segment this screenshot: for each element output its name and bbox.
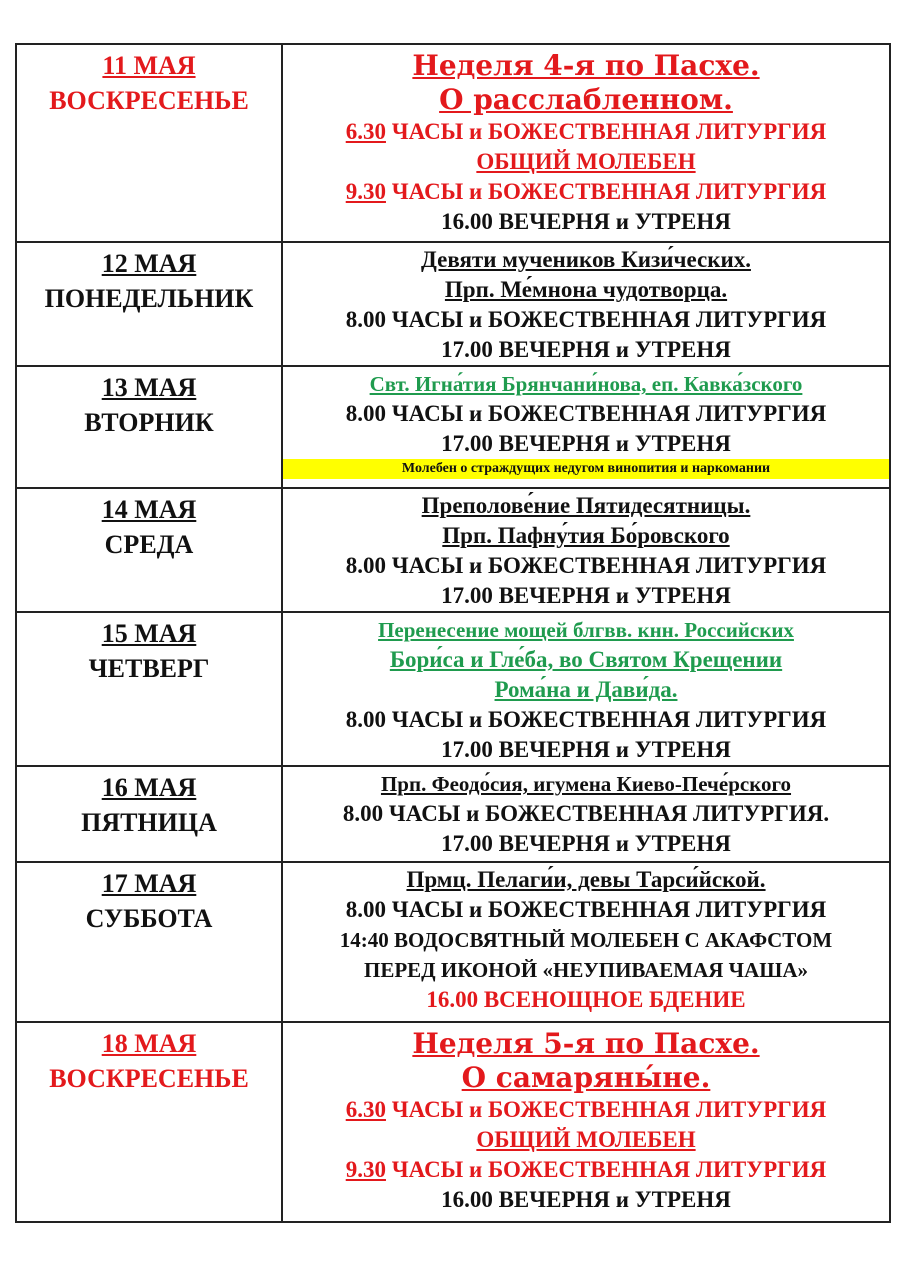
highlighted-note: Молебен о страждущих недугом винопития и наркомании: [283, 459, 889, 479]
day-cell: [16, 1022, 282, 1222]
service-line: 16.00 ВСЕНОЩНОЕ БДЕНИЕ: [426, 987, 746, 1012]
service-time: 6.30: [345, 1097, 386, 1122]
weekday-label: СРЕДА: [104, 530, 194, 559]
date-label: 17 МАЯ: [101, 869, 197, 898]
services-cell: [282, 44, 890, 242]
service-line: ОБЩИЙ МОЛЕБЕН: [476, 1127, 696, 1152]
saint-line: Преполове́ние Пятидесятницы.: [421, 493, 751, 518]
service-line: 17.00 ВЕЧЕРНЯ и УТРЕНЯ: [441, 337, 731, 362]
day-cell: [16, 488, 282, 612]
day-cell: [16, 766, 282, 862]
feast-subtitle: О самаряны́не.: [461, 1061, 711, 1094]
service-line: [283, 1095, 889, 1125]
date-label: 11 МАЯ: [102, 51, 196, 80]
service-line: 17.00 ВЕЧЕРНЯ и УТРЕНЯ: [441, 737, 731, 762]
feast-title: Неделя 4-я по Пасхе.: [412, 49, 760, 82]
service-line: 8.00 ЧАСЫ и БОЖЕСТВЕННАЯ ЛИТУРГИЯ: [345, 897, 827, 922]
service-line: 17.00 ВЕЧЕРНЯ и УТРЕНЯ: [441, 831, 731, 856]
service-line: 17.00 ВЕЧЕРНЯ и УТРЕНЯ: [441, 431, 731, 456]
weekday-label: ВТОРНИК: [84, 408, 214, 437]
feast-title: Неделя 5-я по Пасхе.: [412, 1027, 760, 1060]
service-line: 16.00 ВЕЧЕРНЯ и УТРЕНЯ: [441, 209, 731, 234]
service-text: ЧАСЫ и БОЖЕСТВЕННАЯ ЛИТУРГИЯ: [385, 119, 827, 144]
date-label: 14 МАЯ: [101, 495, 197, 524]
service-line: [283, 177, 889, 207]
weekday-label: ЧЕТВЕРГ: [88, 654, 210, 683]
day-row: [16, 1022, 890, 1222]
date-label: 12 МАЯ: [101, 249, 197, 278]
services-cell: [282, 488, 890, 612]
weekday-label: СУББОТА: [85, 904, 213, 933]
service-line: 8.00 ЧАСЫ и БОЖЕСТВЕННАЯ ЛИТУРГИЯ: [345, 707, 827, 732]
service-line: [283, 117, 889, 147]
services-cell: [282, 766, 890, 862]
service-text: ЧАСЫ и БОЖЕСТВЕННАЯ ЛИТУРГИЯ: [385, 1097, 827, 1122]
day-cell: [16, 44, 282, 242]
service-text: ЧАСЫ и БОЖЕСТВЕННАЯ ЛИТУРГИЯ: [385, 179, 827, 204]
day-row: [16, 488, 890, 612]
day-cell: [16, 242, 282, 366]
date-label: 15 МАЯ: [101, 619, 197, 648]
day-cell: [16, 862, 282, 1022]
service-line: 8.00 ЧАСЫ и БОЖЕСТВЕННАЯ ЛИТУРГИЯ: [345, 401, 827, 426]
service-time: 9.30: [345, 1157, 386, 1182]
date-label: 16 МАЯ: [101, 773, 197, 802]
saint-line: Прмц. Пелаги́и, девы Тарси́йской.: [406, 867, 766, 892]
weekday-label: ВОСКРЕСЕНЬЕ: [49, 86, 249, 115]
day-row: [16, 612, 890, 766]
saint-line: Свт. Игна́тия Брянчани́нова, еп. Кавка́зского: [369, 372, 803, 396]
weekday-label: ПОНЕДЕЛЬНИК: [44, 284, 254, 313]
service-line: [283, 1155, 889, 1185]
day-row: [16, 766, 890, 862]
day-row: [16, 366, 890, 488]
feast-subtitle: О расслабленном.: [439, 83, 733, 116]
services-cell: [282, 1022, 890, 1222]
services-cell: [282, 612, 890, 766]
service-line: 8.00 ЧАСЫ и БОЖЕСТВЕННАЯ ЛИТУРГИЯ: [345, 553, 827, 578]
service-line: 16.00 ВЕЧЕРНЯ и УТРЕНЯ: [441, 1187, 731, 1212]
services-cell: [282, 862, 890, 1022]
saint-line: Перенесение мощей блгвв. кнн. Российских: [378, 618, 794, 642]
schedule-table: [15, 43, 891, 1223]
weekday-label: ПЯТНИЦА: [81, 808, 217, 837]
day-row: [16, 862, 890, 1022]
service-time: 6.30: [345, 119, 386, 144]
saint-line: Бори́са и Гле́ба, во Святом Крещении: [389, 647, 783, 672]
saint-line: Рома́на и Дави́да.: [494, 677, 678, 702]
service-line: 17.00 ВЕЧЕРНЯ и УТРЕНЯ: [441, 583, 731, 608]
date-label: 13 МАЯ: [101, 373, 197, 402]
weekday-label: ВОСКРЕСЕНЬЕ: [49, 1064, 249, 1093]
service-line: 14:40 ВОДОСВЯТНЫЙ МОЛЕБЕН С АКАФСТОМ: [339, 928, 833, 952]
services-cell: [282, 366, 890, 488]
service-line: ПЕРЕД ИКОНОЙ «НЕУПИВАЕМАЯ ЧАША»: [364, 958, 808, 982]
service-text: ЧАСЫ и БОЖЕСТВЕННАЯ ЛИТУРГИЯ: [385, 1157, 827, 1182]
saint-line: Прп. Пафну́тия Бо́ровского: [442, 523, 730, 548]
saint-line: Прп. Ме́мнона чудотворца.: [444, 277, 728, 302]
saint-line: Девяти мучеников Кизи́ческих.: [421, 247, 751, 272]
services-cell: [282, 242, 890, 366]
service-line: 8.00 ЧАСЫ и БОЖЕСТВЕННАЯ ЛИТУРГИЯ.: [342, 801, 830, 826]
service-line: 8.00 ЧАСЫ и БОЖЕСТВЕННАЯ ЛИТУРГИЯ: [345, 307, 827, 332]
service-line: ОБЩИЙ МОЛЕБЕН: [476, 149, 696, 174]
day-cell: [16, 366, 282, 488]
service-time: 9.30: [345, 179, 386, 204]
day-row: [16, 44, 890, 242]
day-cell: [16, 612, 282, 766]
date-label: 18 МАЯ: [101, 1029, 197, 1058]
day-row: [16, 242, 890, 366]
saint-line: Прп. Феодо́сия, игумена Киево-Пече́рского: [380, 772, 792, 796]
